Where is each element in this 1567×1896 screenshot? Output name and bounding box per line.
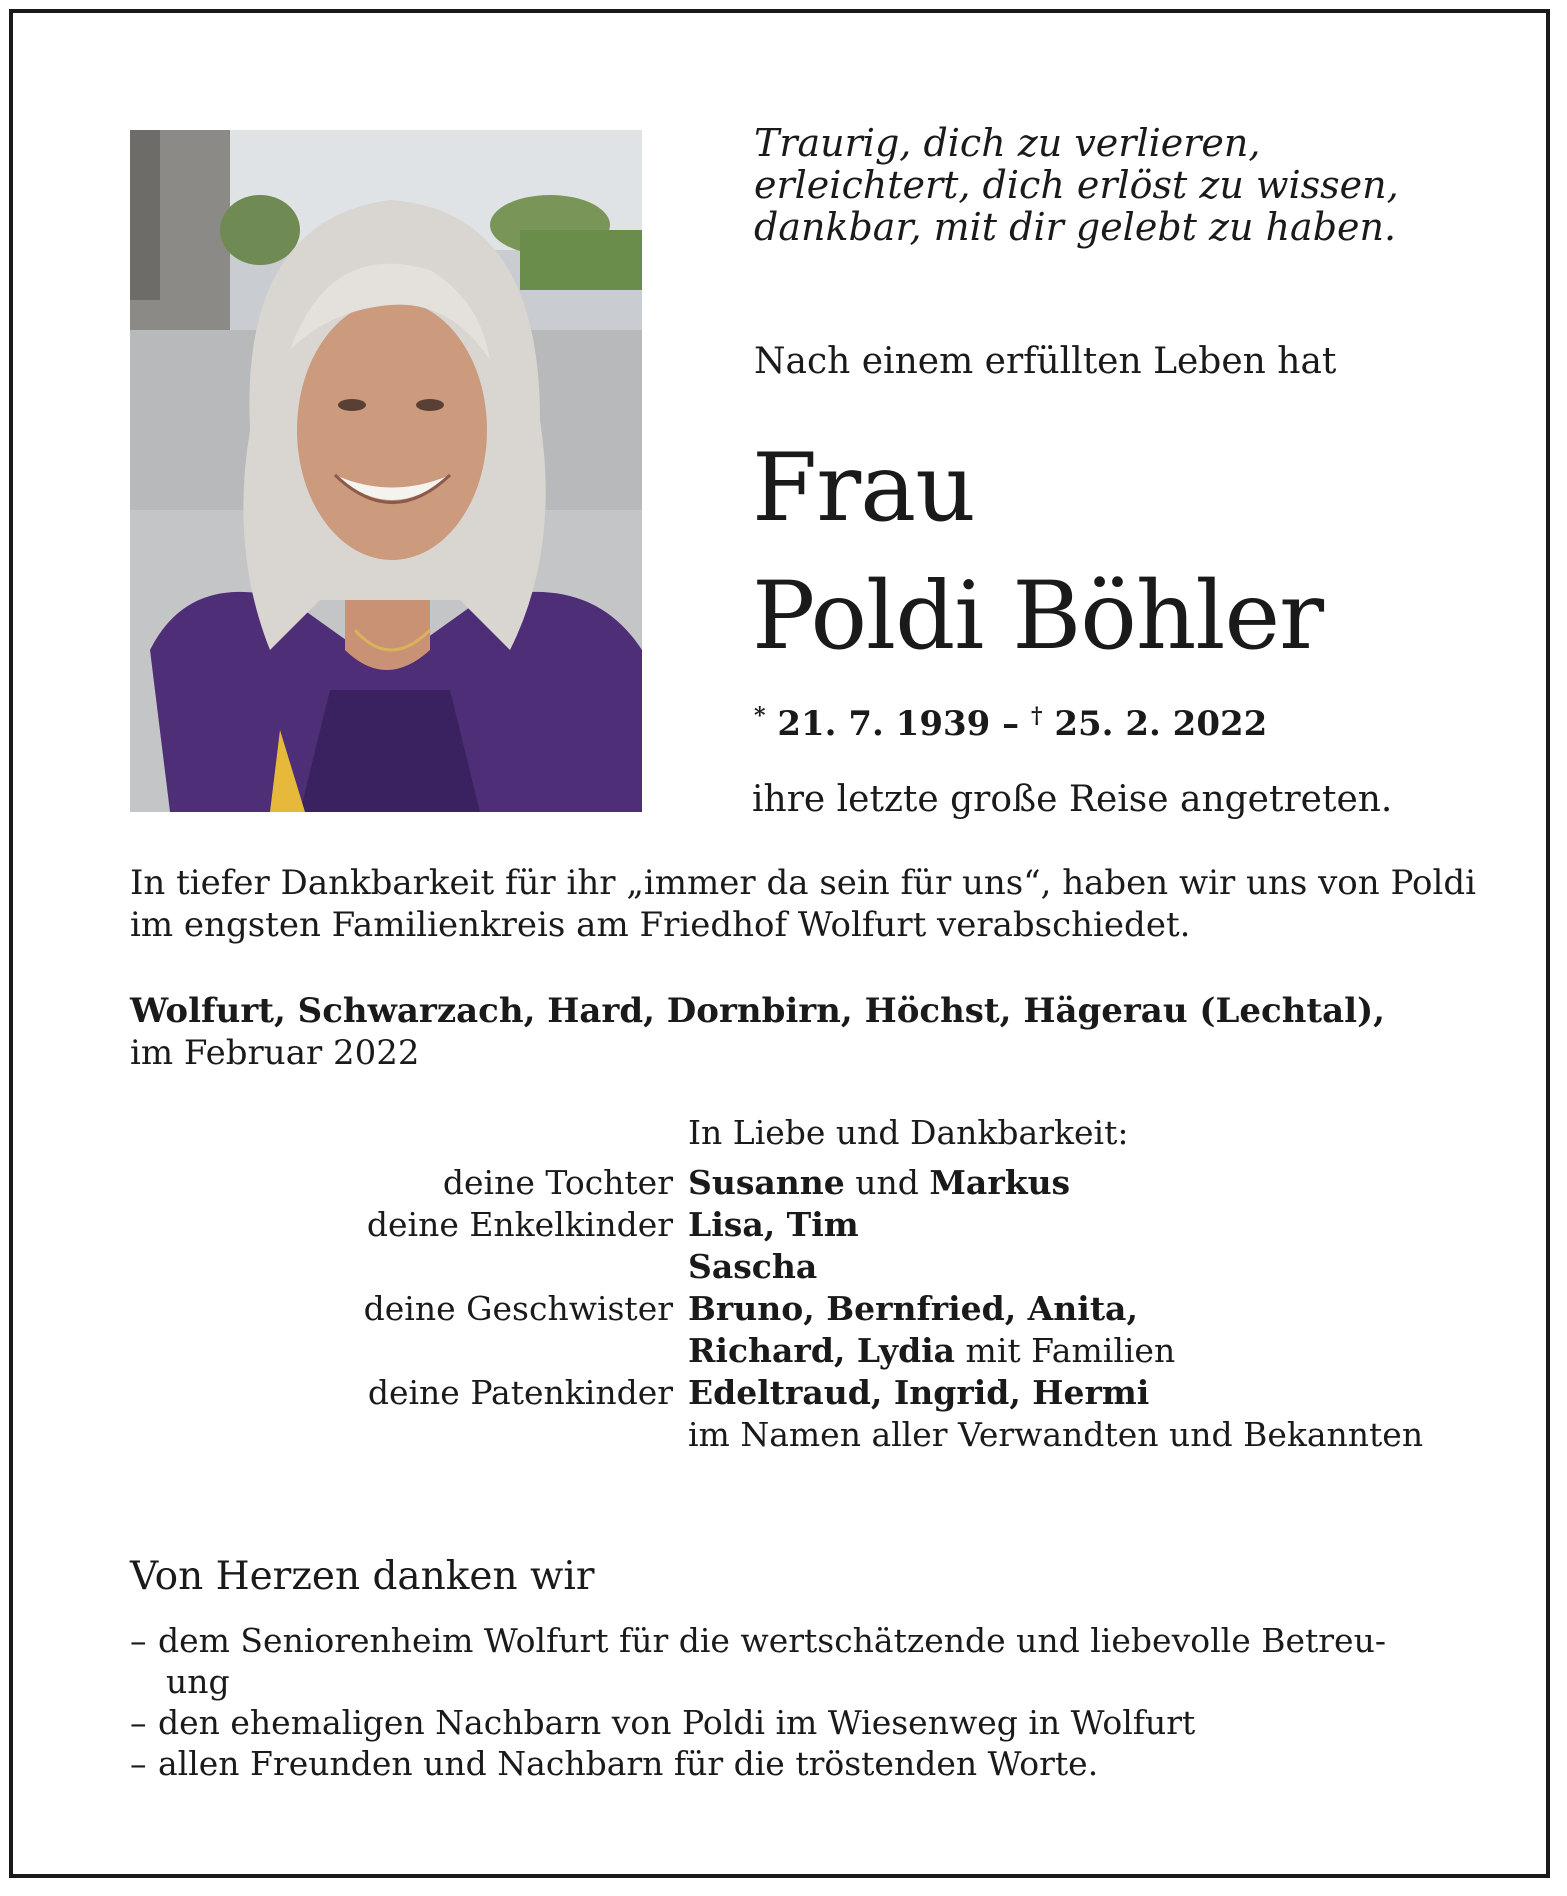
name: Markus	[929, 1163, 1071, 1202]
date-line: im Februar 2022	[130, 1033, 420, 1073]
relation-names	[688, 1204, 859, 1246]
closing-line: im Namen aller Verwandten und Bekannten	[688, 1415, 1424, 1454]
name: Sascha	[688, 1247, 818, 1286]
list-item-continuation: ung	[166, 1662, 230, 1701]
farewell-paragraph	[130, 862, 1476, 946]
relation-row-siblings-cont	[130, 1330, 1450, 1372]
list-dash: –	[130, 1744, 147, 1783]
relation-label: deine Enkelkinder	[366, 1205, 673, 1244]
list-dash: –	[130, 1703, 147, 1742]
relation-names	[688, 1246, 817, 1288]
name-full: Poldi Böhler	[752, 562, 1324, 671]
relation-label: deine Patenkinder	[367, 1373, 673, 1412]
relation-names	[688, 1372, 1149, 1414]
list-text: allen Freunden und Nachbarn für die tröstenden Worte.	[158, 1744, 1099, 1783]
places-list: Wolfurt, Schwarzach, Hard, Dornbirn, Höchst, Hägerau (Lechtal),	[130, 991, 1385, 1031]
poem-line: erleichtert, dich erlöst zu wissen,	[754, 163, 1399, 207]
relation-row-grandchildren-cont	[130, 1246, 1450, 1288]
poem-line: Traurig, dich zu verlieren,	[754, 121, 1261, 165]
signoff-title: In Liebe und Dankbarkeit:	[688, 1113, 1129, 1152]
relation-label: deine Geschwister	[363, 1289, 673, 1328]
birth-date: 21. 7. 1939	[777, 704, 991, 744]
journey-text: ihre letzte große Reise angetreten.	[752, 779, 1393, 820]
thanks-list	[130, 1620, 1450, 1784]
family-signoff	[130, 1112, 1450, 1456]
list-dash: –	[130, 1621, 147, 1660]
memorial-poem	[754, 122, 1514, 248]
date-separator: –	[1002, 704, 1020, 744]
suffix: mit Familien	[955, 1331, 1176, 1370]
relation-row-siblings	[130, 1288, 1450, 1330]
conjunction: und	[844, 1163, 930, 1202]
relation-row-godchildren	[130, 1372, 1450, 1414]
intro-text: Nach einem erfüllten Leben hat	[754, 341, 1337, 382]
list-item	[130, 1702, 1450, 1743]
relation-names	[688, 1162, 1070, 1204]
paragraph-line: im engsten Familienkreis am Friedhof Wolfurt verabschiedet.	[130, 905, 1191, 945]
birth-symbol: *	[754, 703, 766, 729]
death-symbol: †	[1031, 703, 1043, 729]
name: Susanne	[688, 1163, 845, 1202]
relation-names	[688, 1330, 1175, 1372]
name: Richard, Lydia	[688, 1331, 956, 1370]
deceased-name	[752, 425, 1323, 681]
poem-line: dankbar, mit dir gelebt zu haben.	[754, 205, 1397, 249]
death-date: 25. 2. 2022	[1054, 704, 1268, 744]
relation-row-closing	[130, 1414, 1450, 1456]
name: Edeltraud, Ingrid, Hermi	[688, 1373, 1150, 1412]
name-title: Frau	[752, 434, 975, 543]
relation-row-daughter	[130, 1162, 1450, 1204]
relation-label: deine Tochter	[442, 1163, 673, 1202]
life-dates	[754, 695, 1267, 745]
list-item	[130, 1743, 1450, 1784]
list-item	[130, 1620, 1450, 1661]
paragraph-line: In tiefer Dankbarkeit für ihr „immer da sein für uns“, haben wir uns von Poldi	[130, 863, 1476, 903]
portrait-photo	[130, 130, 642, 812]
thanks-heading: Von Herzen danken wir	[130, 1554, 595, 1599]
list-text: dem Seniorenheim Wolfurt für die wertschätzende und liebevolle Betreu-	[158, 1621, 1386, 1660]
places-and-date	[130, 990, 1385, 1074]
list-text: den ehemaligen Nachbarn von Poldi im Wiesenweg in Wolfurt	[158, 1703, 1196, 1742]
name: Bruno, Bernfried, Anita,	[688, 1289, 1138, 1328]
relation-names	[688, 1288, 1138, 1330]
relation-row-grandchildren	[130, 1204, 1450, 1246]
name: Lisa, Tim	[688, 1205, 859, 1244]
